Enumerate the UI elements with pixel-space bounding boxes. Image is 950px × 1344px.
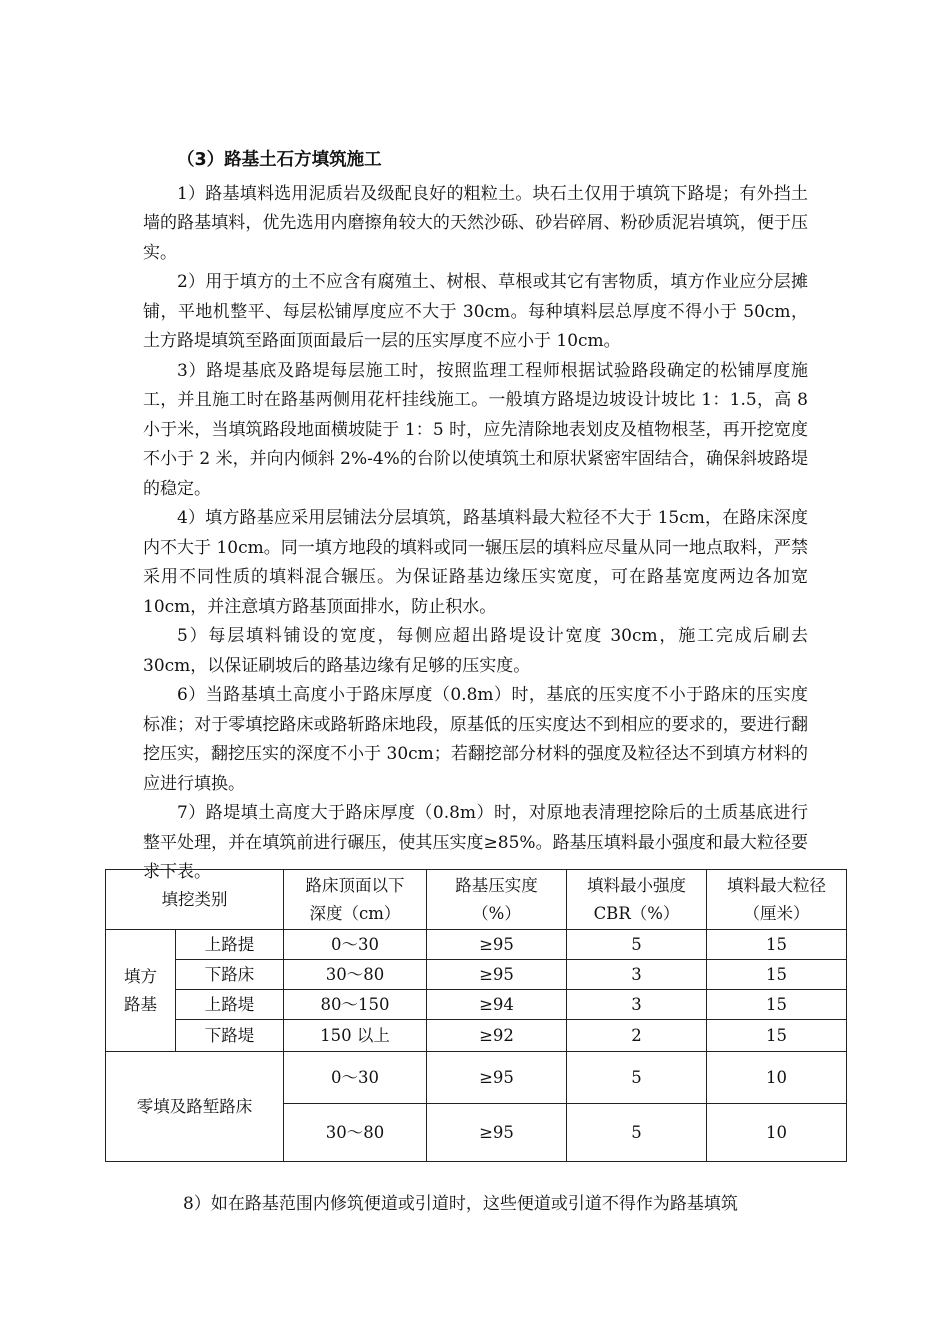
cell-size: 15 [707,1020,847,1052]
paragraph-2: 2）用于填方的土不应含有腐殖土、树根、草根或其它有害物质，填方作业应分层摊铺，平地机整平、每层松铺厚度应不大于 30cm。每种填料层总厚度不得小于 50cm，土方路堤填筑至路面顶面最后一层的压实厚度不应小于 10cm。 [143,272,808,351]
cell-cbr: 3 [567,960,707,990]
table-row [106,960,847,990]
cell-compaction: ≥94 [427,990,567,1020]
cell-compaction: ≥95 [427,960,567,990]
cell-size: 15 [707,960,847,990]
header-category: 填挖类别 [106,870,284,930]
cell-sub: 下路堤 [176,1020,284,1052]
cell-depth: 0～30 [284,930,427,960]
paragraph-1: 1）路基填料选用泥质岩及级配良好的粗粒土。块石土仅用于填筑下路堤；有外挡土墙的路基填料，优先选用内磨擦角较大的天然沙砾、砂岩碎屑、粉砂质泥岩填筑，便于压实。 [143,183,808,263]
cell-depth: 0～30 [284,1052,427,1104]
cell-cbr: 2 [567,1020,707,1052]
header-compaction [427,870,567,930]
group-fill-line1: 填方 [124,966,157,986]
table-header-row [106,870,847,930]
table-row [106,1052,847,1104]
header-strength [567,870,707,930]
paragraph-3: 3）路堤基底及路堤每层施工时，按照监理工程师根据试验路段确定的松铺厚度施工，并且施工时在路基两侧用花杆挂线施工。一般填方路堤边坡设计坡比 1：1.5，高 8 小于米，当填筑路段地面横坡陡于 1：5 时，应先清除地表划皮及植物根茎，再开挖宽度不小于 2 米，并向内倾斜 2%-4%的台阶以使填筑土和原状紧密牢固结合，确保斜坡路堤的稳定。 [143,360,808,499]
cell-size: 10 [707,1052,847,1104]
cell-sub: 上路提 [176,930,284,960]
table-row [106,930,847,960]
cell-cbr: 5 [567,930,707,960]
paragraph-8: 8）如在路基范围内修筑便道或引道时，这些便道或引道不得作为路基填筑 [183,1194,738,1214]
cell-compaction: ≥92 [427,1020,567,1052]
cell-size: 15 [707,930,847,960]
section-heading: （3）路基土石方填筑施工 [177,150,382,170]
cell-depth: 80～150 [284,990,427,1020]
cell-depth: 30～80 [284,1104,427,1162]
header-compaction-line1: 路基压实度 [455,875,538,895]
fill-requirements-table [105,869,847,1162]
group-cut-label: 零填及路堑路床 [106,1052,284,1162]
paragraph-5: 5）每层填料铺设的宽度，每侧应超出路堤设计宽度 30cm，施工完成后刷去 30cm，以保证刷坡后的路基边缘有足够的压实度。 [143,626,808,676]
header-depth-line1: 路床顶面以下 [305,875,405,895]
cell-compaction: ≥95 [427,1104,567,1162]
paragraph-4: 4）填方路基应采用层铺法分层填筑，路基填料最大粒径不大于 15cm，在路床深度内不大于 10cm。同一填方地段的填料或同一辗压层的填料应尽量从同一地点取料，严禁采用不同性质的填料混合辗压。为保证路基边缘压实宽度，可在路基宽度两边各加宽 10cm，并注意填方路基顶面排水，防止积水。 [143,508,808,617]
cell-size: 15 [707,990,847,1020]
header-depth [284,870,427,930]
header-strength-line1: 填料最小强度 [587,875,686,895]
cell-size: 10 [707,1104,847,1162]
cell-cbr: 5 [567,1104,707,1162]
cell-compaction: ≥95 [427,930,567,960]
cell-depth: 30～80 [284,960,427,990]
cell-compaction: ≥95 [427,1052,567,1104]
cell-sub: 上路堤 [176,990,284,1020]
paragraph-7: 7）路堤填土高度大于路床厚度（0.8m）时，对原地表清理挖除后的土质基底进行整平处理，并在填筑前进行碾压，使其压实度≥85%。路基压填料最小强度和最大粒径要求下表。 [143,803,808,882]
paragraph-6: 6）当路基填土高度小于路床厚度（0.8m）时，基底的压实度不小于路床的压实度标准；对于零填挖路床或路斩路床地段，原基低的压实度达不到相应的要求的，要进行翻挖压实，翻挖压实的深度不小于 30cm；若翻挖部分材料的强度及粒径达不到填方材料的应进行填换。 [143,685,808,794]
cell-depth: 150 以上 [284,1020,427,1052]
table-row [106,1020,847,1052]
header-size-line2: （厘米） [743,903,810,923]
header-size-line1: 填料最大粒径 [727,875,826,895]
header-compaction-line2: （%） [472,903,521,923]
group-fill-label [106,930,176,1052]
cell-cbr: 5 [567,1052,707,1104]
header-depth-line2: 深度（cm） [309,903,401,923]
header-strength-line2: CBR（%） [593,903,680,923]
cell-sub: 下路床 [176,960,284,990]
table-row [106,990,847,1020]
section-body [143,146,808,888]
group-fill-line2: 路基 [124,994,157,1014]
cell-cbr: 3 [567,990,707,1020]
header-size [707,870,847,930]
